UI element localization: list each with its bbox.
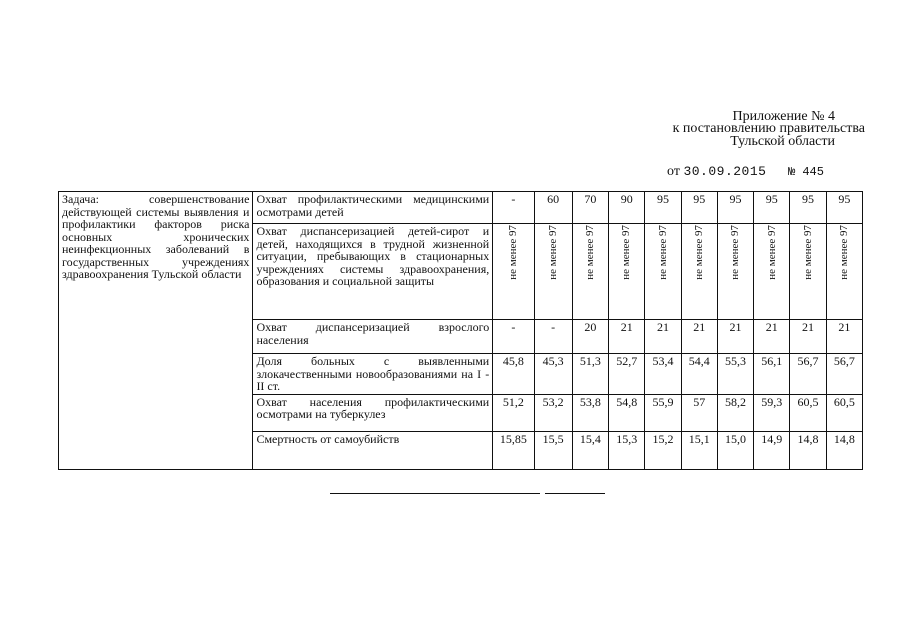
value-text: не менее 97 (765, 225, 778, 280)
value-cell: - (493, 320, 534, 354)
signature-line (330, 493, 540, 494)
value-cell: 15,0 (717, 431, 753, 469)
value-cell: 95 (754, 192, 790, 224)
resolution-date: 30.09.2015 (683, 164, 767, 179)
value-cell: 54,4 (681, 354, 717, 395)
value-cell: 90 (609, 192, 645, 224)
value-cell: 14,9 (754, 431, 790, 469)
value-text: не менее 97 (656, 225, 669, 280)
indicator-cell: Охват профилактическими медицинскими осмотрами детей (253, 192, 493, 224)
value-cell: 21 (681, 320, 717, 354)
value-cell: 51,3 (572, 354, 608, 395)
value-cell: 14,8 (790, 431, 826, 469)
value-cell: 95 (681, 192, 717, 224)
value-cell: 95 (717, 192, 753, 224)
value-cell: 15,3 (609, 431, 645, 469)
indicator-cell: Охват диспансеризацией детей-сирот и детей, находящихся в трудной жизненной ситуации, пребывающих в стационарных учреждениях системы здравоохранения, образования и социальной защиты (253, 224, 493, 320)
indicator-cell: Охват населения профилактическими осмотрами на туберкулез (253, 394, 493, 431)
value-text: не менее 97 (729, 225, 742, 280)
value-cell: 55,9 (645, 394, 681, 431)
value-cell: 53,2 (534, 394, 572, 431)
value-cell (826, 224, 862, 320)
value-cell: 21 (645, 320, 681, 354)
value-cell: 45,8 (493, 354, 534, 395)
value-text: не менее 97 (620, 225, 633, 280)
value-cell: 95 (645, 192, 681, 224)
value-cell: 15,2 (645, 431, 681, 469)
value-cell (534, 224, 572, 320)
value-cell: 59,3 (754, 394, 790, 431)
indicators-table (58, 191, 863, 470)
resolution-number: № 445 (787, 165, 824, 179)
value-text: не менее 97 (692, 225, 705, 280)
indicator-cell: Охват диспансеризацией взрослого населения (253, 320, 493, 354)
value-text: не менее 97 (838, 225, 851, 280)
value-cell (681, 224, 717, 320)
value-cell (790, 224, 826, 320)
value-cell: 55,3 (717, 354, 753, 395)
value-cell: 45,3 (534, 354, 572, 395)
indicator-cell: Смертность от самоубийств (253, 431, 493, 469)
value-cell: 56,7 (826, 354, 862, 395)
value-cell: 60 (534, 192, 572, 224)
value-text: не менее 97 (801, 225, 814, 280)
value-cell (645, 224, 681, 320)
value-text: не менее 97 (507, 225, 520, 280)
value-cell: - (493, 192, 534, 224)
signature-line-short (545, 493, 605, 494)
date-prefix: от (667, 164, 680, 179)
value-cell: 14,8 (826, 431, 862, 469)
value-cell: 20 (572, 320, 608, 354)
appendix-region: Тульской области (730, 134, 835, 149)
value-cell: 58,2 (717, 394, 753, 431)
appendix-subtitle: к постановлению правительства (672, 121, 865, 136)
value-cell: 21 (826, 320, 862, 354)
task-cell: Задача: совершенствование действующей системы выявления и профилактики факторов риска основных хронических неинфекционных заболеваний в государственных учреждениях здравоохранения Тульской области (59, 192, 253, 470)
appendix-title: Приложение № 4 (732, 109, 835, 124)
value-cell (609, 224, 645, 320)
value-cell: 70 (572, 192, 608, 224)
value-cell: 60,5 (826, 394, 862, 431)
value-cell: 21 (754, 320, 790, 354)
resolution-date-line (667, 164, 824, 180)
value-cell: 21 (790, 320, 826, 354)
value-cell: - (534, 320, 572, 354)
value-cell: 21 (609, 320, 645, 354)
value-cell: 54,8 (609, 394, 645, 431)
value-text: не менее 97 (546, 225, 559, 280)
value-cell: 52,7 (609, 354, 645, 395)
value-cell: 95 (826, 192, 862, 224)
table-row (59, 192, 863, 224)
value-cell (572, 224, 608, 320)
value-cell (717, 224, 753, 320)
value-cell: 56,7 (790, 354, 826, 395)
value-cell: 56,1 (754, 354, 790, 395)
value-cell: 53,4 (645, 354, 681, 395)
value-text: не менее 97 (584, 225, 597, 280)
value-cell: 15,85 (493, 431, 534, 469)
value-cell: 53,8 (572, 394, 608, 431)
value-cell: 15,5 (534, 431, 572, 469)
indicator-cell: Доля больных с выявленными злокачественными новообразованиями на I - II ст. (253, 354, 493, 395)
value-cell: 21 (717, 320, 753, 354)
value-cell: 15,1 (681, 431, 717, 469)
value-cell: 51,2 (493, 394, 534, 431)
value-cell: 15,4 (572, 431, 608, 469)
document-header (0, 0, 905, 190)
value-cell: 95 (790, 192, 826, 224)
value-cell: 57 (681, 394, 717, 431)
value-cell: 60,5 (790, 394, 826, 431)
value-cell (754, 224, 790, 320)
value-cell (493, 224, 534, 320)
